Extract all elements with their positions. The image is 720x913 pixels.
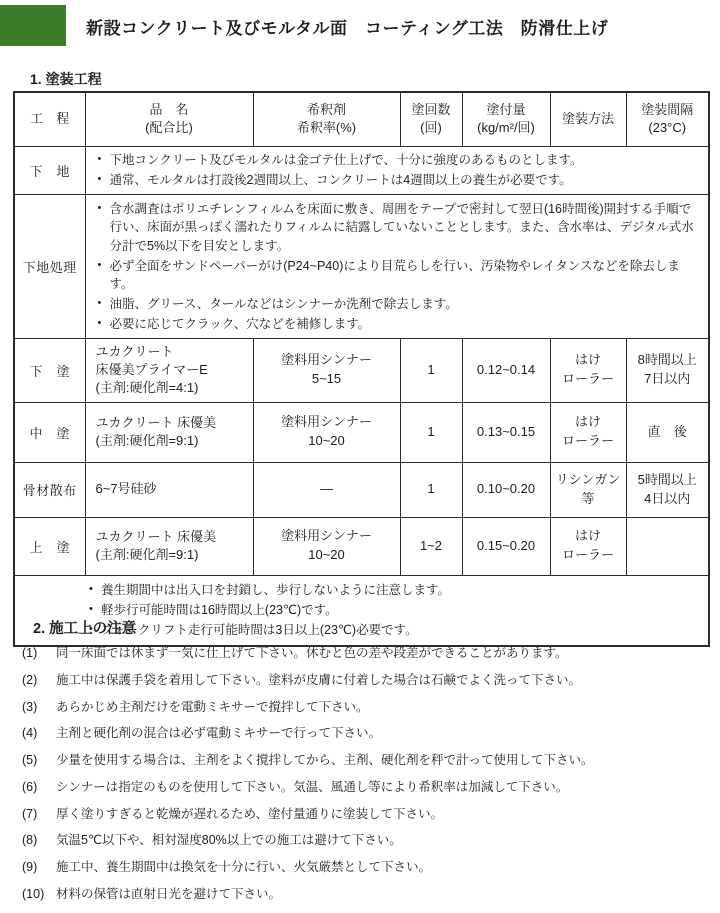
note-bullet: • 含水調査はポリエチレンフィルムを床面に敷き、周囲をテープで密封して翌日(16時間後)開封する手順で行い、床面が黒っぽく濡れたりフィルムに結露していないこととします。また、含水率は、デジタル式水分計で5%以下を目安とします。 [96,200,703,256]
interval-cell [626,462,709,517]
thinner-cell [253,462,400,517]
thinner-cell [253,517,400,575]
notes-item [22,672,710,688]
product-cell [85,462,253,517]
amount-cell: 0.15~0.20 [462,517,550,575]
col-header-line: 品 名 [149,102,189,118]
document-title: 新設コンクリート及びモルタル面 コーティング工法 防滑仕上げ [86,19,609,38]
method-line: 等 [581,490,595,506]
col-header-line: 塗回数 [411,102,451,118]
notes-item-number: (6) [22,779,38,794]
notes-item-text: 材料の保管は直射日光を避けて下さい。 [56,886,282,901]
notes-item [22,859,710,875]
method-line: はけ [574,528,601,544]
method-cell [550,462,626,517]
method-line: ローラー [561,371,614,387]
method-line: はけ [574,352,601,368]
notes-item-text: 主剤と硬化剤の混合は必ず電動ミキサーで行って下さい。 [56,726,382,741]
col-header-method [550,92,626,146]
note-bullet: • 下地コンクリート及びモルタルは金ゴテ仕上げで、十分に強度のあるものとします。 [96,151,703,170]
process-cell: 上 塗 [14,517,85,575]
product-line: ユカクリート [95,344,174,359]
construction-notes-list [22,645,710,913]
thinner-line: ― [320,481,333,497]
product-line: ユカクリート 床優美 [95,414,217,430]
notes-item-text: 同一床面では休まず一気に仕上げて下さい。休むと色の差や段差ができることがあります。 [56,646,568,660]
notes-item-number: (1) [22,646,38,660]
note-bullet: • 養生期間中は出入口を封鎖し、歩行しないように注意します。 [87,581,702,600]
notes-item-number: (4) [22,726,38,741]
amount-cell: 0.12~0.14 [462,339,550,403]
note-bullet: • 軽歩行可能時間は16時間以上(23℃)です。 [87,601,702,620]
notes-item-text: あらかじめ主剤だけを電動ミキサーで撹拌して下さい。 [56,699,369,714]
notes-item-number: (8) [22,833,38,848]
table-row-primer [14,339,709,403]
notes-item-number: (7) [22,806,38,821]
table-row-aggregate [14,462,709,517]
amount-cell: 0.10~0.20 [462,462,550,517]
process-cell: 下 塗 [14,339,85,403]
interval-cell [626,517,709,575]
notes-item-text: 厚く塗りすぎると乾燥が遅れるため、塗付量通りに塗装して下さい。 [56,806,444,821]
method-line: リシンガン [555,471,621,487]
coats-cell: 1 [400,339,462,403]
method-line: ローラー [561,547,614,563]
notes-item-text: 気温5℃以下や、相対湿度80%以上での施工は避けて下さい。 [56,833,402,848]
notes-item [22,806,710,822]
table-row-base [14,146,709,195]
product-line: (主剤:硬化剤=9:1) [95,547,199,563]
table-header-row [14,92,709,146]
interval-line: 直 後 [647,423,687,439]
thinner-line: 塗料用シンナー [281,352,372,368]
table-row-midcoat [14,402,709,462]
thinner-line: 5~15 [311,371,342,387]
section1-heading: 1. 塗装工程 [30,71,102,87]
col-header-line: (23°C) [648,120,687,136]
col-header-line: 塗装間隔 [641,102,694,118]
thinner-line: 塗料用シンナー [281,414,372,430]
notes-item [22,779,710,795]
col-header-line: 希釈剤 [306,102,346,118]
col-header-line: 希釈率(%) [296,120,357,136]
process-cell: 中 塗 [14,402,85,462]
notes-item-number: (10) [22,886,45,901]
coats-cell: 1 [400,402,462,462]
notes-item-text: 少量を使用する場合は、主剤をよく撹拌してから、主剤、硬化剤を秤で計って使用して下さい。 [56,753,594,767]
note-bullet: • フォークリフト走行可能時間は3日以上(23℃)必要です。 [87,621,702,640]
green-accent-block [0,5,66,46]
col-header-process [14,92,85,146]
col-header-line: (kg/m²/回) [477,120,535,136]
col-header-line: (配合比) [145,120,193,136]
table-row-prep [14,195,709,339]
col-header-interval [626,92,709,146]
note-bullet: • 必要に応じてクラック、穴などを補修します。 [96,315,703,334]
interval-line: 5時間以上 [637,471,697,487]
col-header-thinner [253,92,400,146]
notes-item-number: (9) [22,860,38,874]
col-header-line: 工 程 [30,111,70,127]
method-cell [550,339,626,403]
notes-item-number: (2) [22,672,38,687]
coats-cell: 1 [400,462,462,517]
thinner-cell [253,339,400,403]
product-line: (主剤:硬化剤=4:1) [95,380,199,396]
process-cell: 骨材散布 [14,462,85,517]
notes-item [22,752,710,768]
process-table [13,91,710,647]
product-line: (主剤:硬化剤=9:1) [95,433,199,449]
col-header-amount [462,92,550,146]
section2-heading: 2. 施工上の注意 [33,621,137,637]
method-line: ローラー [561,433,614,449]
product-line: 6~7号硅砂 [95,481,157,497]
notes-item-text: 施工中は保護手袋を着用して下さい。塗料が皮膚に付着した場合は石鹸でよく洗って下さい。 [56,672,582,687]
thinner-cell [253,402,400,462]
notes-item [22,725,710,741]
method-cell [550,402,626,462]
col-header-line: (回) [420,120,442,136]
col-header-product [85,92,253,146]
product-cell [85,517,253,575]
interval-cell [626,402,709,462]
method-cell [550,517,626,575]
process-cell: 下 地 [14,146,85,195]
thinner-line: 10~20 [308,433,345,449]
notes-item [22,645,710,661]
notes-item [22,699,710,715]
note-bullet: • 通常、モルタルは打設後2週間以上、コンクリートは4週間以上の養生が必要です。 [96,171,703,190]
interval-cell [626,339,709,403]
product-cell [85,339,253,403]
interval-line: 7日以内 [644,371,691,387]
notes-item-number: (3) [22,699,38,714]
note-bullet: • 必ず全面をサンドペーパーがけ(P24~P40)により目荒らしを行い、汚染物やレイタンスなどを除去します。 [96,257,703,294]
document-header [0,0,720,52]
amount-cell: 0.13~0.15 [462,402,550,462]
interval-line: 4日以内 [644,490,691,506]
product-line: ユカクリート 床優美 [95,528,217,544]
product-cell [85,402,253,462]
col-header-line: 塗付量 [486,102,526,118]
interval-line: 8時間以上 [637,352,697,368]
coats-cell: 1~2 [400,517,462,575]
product-line: 床優美プライマーE [95,362,208,378]
process-cell: 下地処理 [14,195,85,339]
method-line: はけ [574,414,601,430]
table-row-topcoat [14,517,709,575]
notes-item [22,832,710,848]
col-header-line: 塗装方法 [561,111,614,127]
thinner-line: 10~20 [308,547,345,563]
prep-notes-cell [85,195,709,339]
col-header-coats [400,92,462,146]
notes-item-number: (5) [22,753,38,767]
base-notes-cell [85,146,709,195]
notes-item-text: シンナーは指定のものを使用して下さい。気温、風通し等により希釈率は加減して下さい。 [56,779,569,794]
note-bullet: • 油脂、グリース、タールなどはシンナーか洗剤で除去します。 [96,295,703,314]
notes-item-text: 施工中、養生期間中は換気を十分に行い、火気厳禁として下さい。 [56,860,432,874]
thinner-line: 塗料用シンナー [281,528,372,544]
